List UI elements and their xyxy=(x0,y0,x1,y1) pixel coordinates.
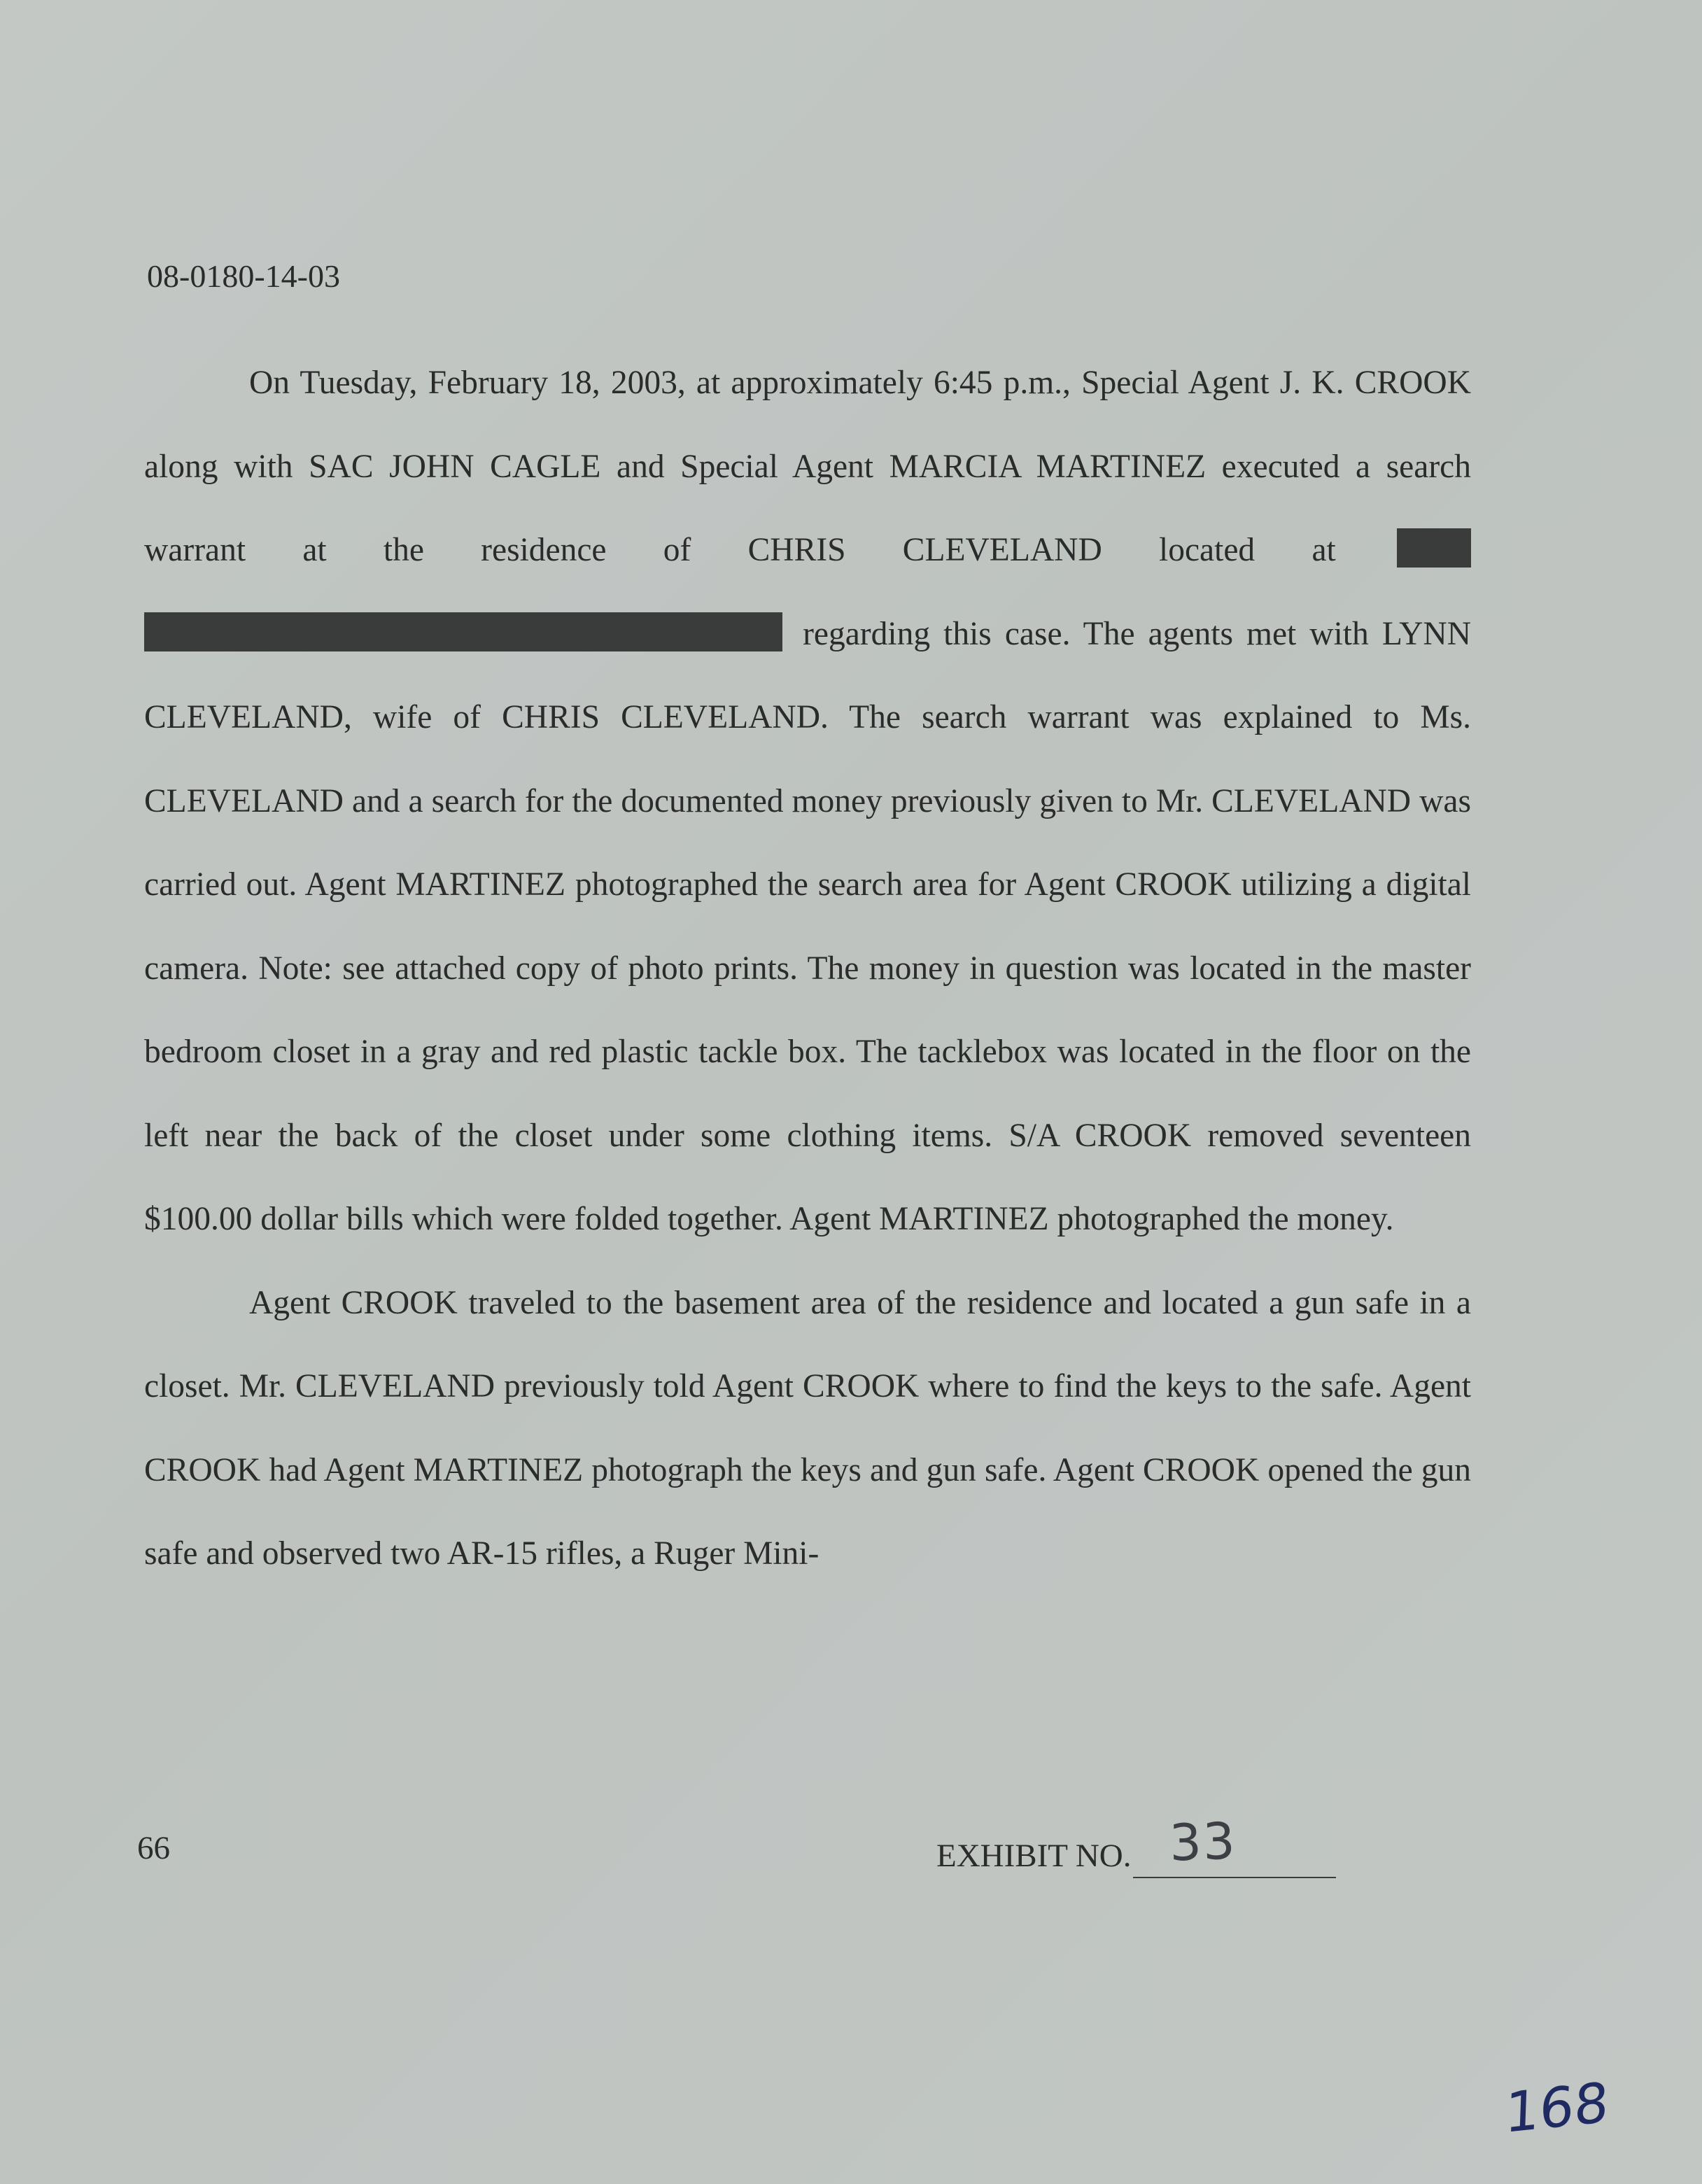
redaction-block xyxy=(144,612,782,651)
document-body xyxy=(144,341,1471,1596)
exhibit-stamp xyxy=(936,1811,1336,1874)
exhibit-label: EXHIBIT NO. xyxy=(936,1838,1132,1874)
paragraph-1-part-2: regarding this case. The agents met with LYNN CLEVELAND, wife of CHRIS CLEVELAND. The search warrant was explained to Ms. CLEVELAND and a search for the documented money previously given to Mr. CLEVELAND was carried out. Agent MARTINEZ photographed the search area for Agent CROOK utilizing a digital camera. Note: see attached copy of photo prints. The money in question was located in the master bedroom closet in a gray and red plastic tackle box. The tacklebox was located in the floor on the left near the back of the closet under some clothing items. S/A CROOK removed seventeen $100.00 dollar bills which were folded together. Agent MARTINEZ photographed the money. xyxy=(144,615,1471,1237)
handwritten-page-number: 168 xyxy=(1503,2071,1610,2146)
paragraph-1-part-1: On Tuesday, February 18, 2003, at approximately 6:45 p.m., Special Agent J. K. CROOK along with SAC JOHN CAGLE and Special Agent MARCIA MARTINEZ executed a search warrant at the residence of CHRIS CLEVELAND located at xyxy=(144,365,1471,568)
paragraph-1 xyxy=(144,341,1471,1262)
page-number: 66 xyxy=(137,1830,170,1866)
exhibit-number: 33 xyxy=(1168,1811,1237,1873)
paragraph-2: Agent CROOK traveled to the basement area of the residence and located a gun safe in a closet. Mr. CLEVELAND previously told Agent CROOK where to find the keys to the safe. Agent CROOK had Agent MARTINEZ photograph the keys and gun safe. Agent CROOK opened the gun safe and observed two AR-15 rifles, a Ruger Mini- xyxy=(144,1284,1471,1572)
file-number: 08-0180-14-03 xyxy=(147,258,340,294)
redaction-block xyxy=(1397,528,1471,568)
exhibit-underline xyxy=(1133,1811,1336,1878)
